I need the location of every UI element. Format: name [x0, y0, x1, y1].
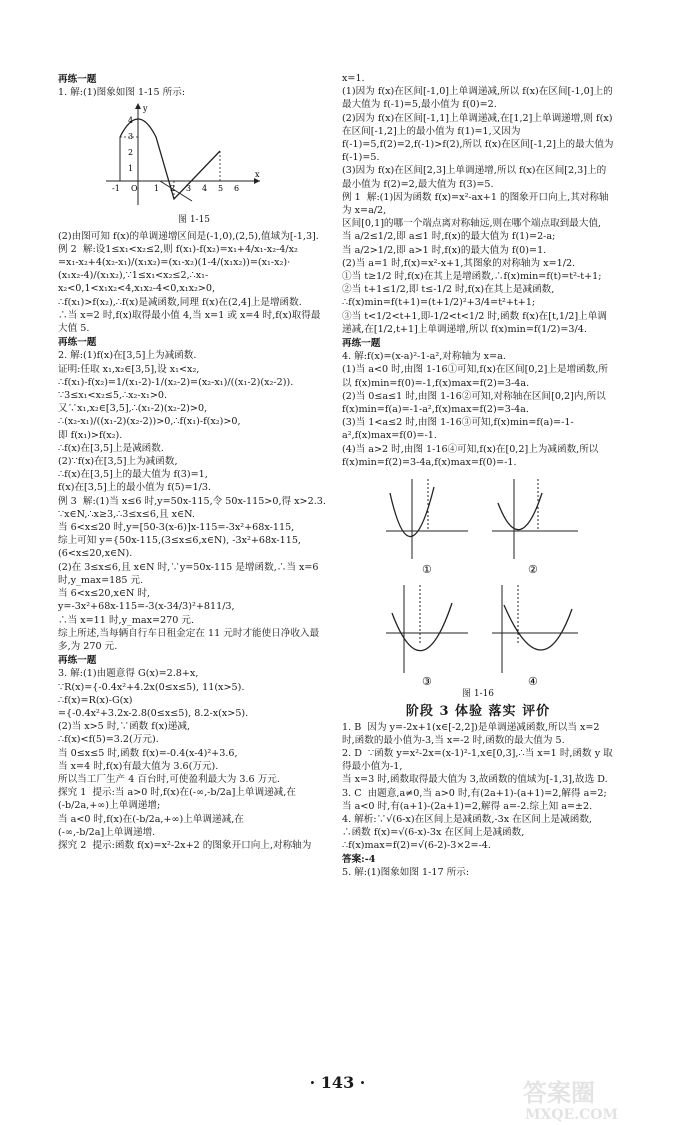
text-line: 1. B 因为 y=-2x+1(x∈[-2,2])是单调递减函数,所以当 x=2 时,函数的最小值为-3,当 x=-2 时,函数的最大值为 5. [342, 721, 603, 746]
text-line: 当 6<x≤20 时,y=[50-3(x-6)]x-115=-3x²+68x-115, [58, 522, 295, 534]
text-line: (2)当 0≤a≤1 时,由图 1-16②可知,对称轴在区间[0,2]内,所以 f(x)min=f(a)=-1-a²,f(x)max=f(2)=3-4a. [342, 390, 609, 416]
text-line: 1. 解:(1)图象如图 1-15 所示: [58, 87, 186, 99]
panel-label: ① [422, 563, 432, 577]
text-line: 当 a/2≤1/2,即 a≤1 时,f(x)的最大值为 f(1)=2-a; [342, 231, 556, 243]
left-answer-text [58, 230, 330, 853]
watermark-logo-icon [513, 1073, 663, 1123]
text-line: ∴f(x)在[3,5]上的最大值为 f(3)=1, [58, 469, 208, 481]
text-line: 5. 解:(1)图象如图 1-17 所示: [342, 866, 470, 878]
text-line: ∵x∈N,∴x≥3,∴3≤x≤6,且 x∈N. [58, 508, 195, 520]
section-heading: 再练一题 [58, 74, 97, 85]
section-heading: 再练一题 [58, 655, 97, 667]
text-line: 例 2 解:设1≤x₁<x₂≤2,则 f(x₁)-f(x₂)=x₁+4/x₁-x₂-4/x₂ [58, 243, 298, 255]
panel-label: ③ [422, 675, 432, 688]
text-line: 探究 2 提示:函数 f(x)=x²-2x+2 的图象开口向上,对称轴为 [58, 839, 312, 851]
text-line: ∴f(x)<f(5)=3.2(万元). [58, 734, 159, 746]
y-tick: 2 [128, 148, 134, 158]
figure-1-15 [98, 101, 268, 213]
text-line: 当 6<x≤20,x∈N 时, [58, 588, 151, 600]
text-line: 当 x=3 时,函数取得最大值为 3,故函数的值域为[-1,3],故选 D. [342, 774, 608, 786]
left-column [58, 72, 330, 852]
x-tick: 4 [202, 184, 208, 194]
panel-label: ② [528, 563, 538, 577]
text-line: (-b/2a,+∞)上单调递增; [58, 800, 161, 812]
text-line: 即 f(x₁)>f(x₂). [58, 429, 123, 441]
text-line: 当 a/2>1/2,即 a>1 时,f(x)的最大值为 f(0)=1. [342, 244, 547, 256]
figure-1-16 [382, 473, 582, 687]
text-line: 答案:-4 [342, 853, 376, 865]
text-line: (2)由图可知 f(x)的单调递增区间是(-1,0),(2,5),值域为[-1,3]. [58, 230, 319, 242]
text-line: ∴f(x)max=f(2)=√(6-2)-3×2=-4. [342, 840, 491, 852]
text-line: 所以当工厂生产 4 百台时,可使盈利最大为 3.6 万元. [58, 773, 280, 785]
panel-label: ④ [528, 675, 538, 688]
text-line: ∵3≤x₁<x₂≤5,∴x₂-x₁>0. [58, 390, 168, 402]
text-line: (-∞,-b/2a]上单调递增. [58, 826, 156, 838]
watermark-url: MXQE.COM [525, 1107, 618, 1123]
text-line: (3)当 1<a≤2 时,由图 1-16③可知,f(x)min=f(a)=-1-a²,f(x)max=f(0)=-1. [342, 417, 574, 442]
text-line: 当 0≤x≤5 时,函数 f(x)=-0.4(x-4)²+3.6, [58, 747, 238, 759]
text-line: (2)当 x>5 时,∵函数 f(x)递减, [58, 721, 190, 733]
text-line: 4. 解:f(x)=(x-a)²-1-a²,对称轴为 x=a. [342, 351, 506, 363]
text-line: (2)∵f(x)在[3,5]上为减函数, [58, 456, 178, 468]
text-line: ∴当 x=2 时,f(x)取得最小值 4,当 x=1 或 x=4 时,f(x)取得最大值 5. [58, 309, 321, 335]
text-line: ∴(x₂-x₁)/((x₁-2)(x₂-2))>0,∴f(x₁)-f(x₂)>0, [58, 416, 241, 428]
x-tick: 6 [234, 184, 240, 194]
watermark-text: 答案圈 [523, 1078, 595, 1107]
section-heading: 再练一题 [342, 338, 381, 350]
text-line: ∴函数 f(x)=√(6-x)-3x 在区间上是减函数, [342, 827, 525, 839]
text-line: 又∵x₁,x₂∈[3,5],∴(x₁-2)(x₂-2)>0, [58, 403, 208, 415]
text-line: (2)在 3≤x≤6,且 x∈N 时,∵y=50x-115 是增函数,∴当 x=6 时,y_max=185 元. [58, 561, 322, 586]
text-line: =x₁-x₂+4(x₂-x₁)/(x₁x₂)=(x₁-x₂)(1-4/(x₁x₂))=(x₁-x₂)· [58, 257, 291, 269]
text-line: ∵R(x)={-0.4x²+4.2x(0≤x≤5), 11(x>5). [58, 681, 245, 693]
text-line: ∴f(x₁)-f(x₂)=1/(x₁-2)-1/(x₂-2)=(x₂-x₁)/((x₁-2)(x₂-2)). [58, 376, 294, 388]
text-line: y=-3x²+68x-115=-3(x-34/3)²+811/3, [58, 601, 235, 613]
y-axis-label: y [143, 104, 148, 114]
page-number: · 143 · [309, 1073, 366, 1092]
text-line: (1)当 a<0 时,由图 1-16①可知,f(x)在区间[0,2]上是增函数,所以 f(x)min=f(0)=-1,f(x)max=f(2)=3-4a. [342, 364, 608, 389]
x-axis-label: x [255, 170, 260, 180]
text-line: (2)当 a=1 时,f(x)=x²-x+1,其图象的对称轴为 x=1/2. [342, 257, 576, 269]
right-column [342, 72, 617, 879]
right-stage-answers [342, 721, 614, 879]
text-line: (3)因为 f(x)在区间[2,3]上单调递增,所以 f(x)在区间[2,3]上的最小值为 f(2)=2,最大值为 f(3)=5. [342, 165, 607, 190]
text-line: ∴f(x)min=f(t+1)=(t+1/2)²+3/4=t²+t+1; [342, 297, 536, 309]
y-tick: 1 [128, 164, 134, 174]
text-line: 2. 解:(1)f(x)在[3,5]上为减函数. [58, 350, 197, 362]
x-tick: 1 [154, 184, 160, 194]
text-line: 当 x=4 时,f(x)有最大值为 3.6(万元). [58, 760, 219, 772]
text-line: 证明:任取 x₁,x₂∈[3,5],设 x₁<x₂, [58, 363, 200, 375]
text-line: ={-0.4x²+3.2x-2.8(0≤x≤5), 8.2-x(x>5). [58, 707, 249, 719]
panel-2 [492, 479, 578, 576]
text-line: 综上所述,当每辆自行车日租金定在 11 元时才能使日净收入最多,为 270 元. [58, 627, 320, 652]
text-line: ∴f(x)在[3,5]上是减函数. [58, 442, 164, 454]
text-line: 综上可知 y={50x-115,(3≤x≤6,x∈N), -3x²+68x-115,(6<x≤20,x∈N). [58, 535, 301, 560]
x-tick: O [131, 184, 138, 194]
text-line: 4. 解析:∵√(6-x)在区间上是减函数,-3x 在区间上是减函数, [342, 813, 592, 825]
section-heading: 再练一题 [58, 337, 97, 349]
text-line: 例 3 解:(1)当 x≤6 时,y=50x-115,令 50x-115>0,得 x>2.3. [58, 495, 326, 507]
text-line: (4)当 a>2 时,由图 1-16④可知,f(x)在[0,2]上为减函数,所以 f(x)min=f(2)=3-4a,f(x)max=f(0)=-1. [342, 443, 602, 468]
text-line: 例 1 解:(1)因为函数 f(x)=x²-ax+1 的图象开口向上,其对称轴为 x=a/2, [342, 191, 609, 217]
right-answer-text [342, 72, 617, 469]
text-line: 区间[0,1]的哪一个端点离对称轴远,则在哪个端点取到最大值, [342, 218, 602, 230]
text-line: ①当 t≥1/2 时,f(x)在其上是增函数,∴f(x)min=f(t)=t²-t+1; [342, 271, 602, 283]
figure-caption: 图 1-16 [461, 689, 495, 700]
text-line: ②当 t+1≤1/2,即 t≤-1/2 时,f(x)在其上是减函数, [342, 284, 555, 296]
text-line: x=1. [342, 73, 365, 84]
text-line: 2. D ∵函数 y=x²-2x=(x-1)²-1,x∈[0,3],∴当 x=1 时,函数 y 取得最小值为-1, [342, 747, 613, 773]
text-line: ∴f(x)=R(x)-G(x) [58, 694, 133, 706]
y-tick: 4 [128, 116, 134, 126]
panel-1 [386, 479, 468, 576]
stage-title: 阶段 3 体验 落实 评价 [405, 704, 551, 720]
text-line: ③当 t<1/2<t+1,即-1/2<t<1/2 时,函数 f(x)在[t,1/2]上单调递减,在[1/2,t+1]上单调递增,所以 f(x)min=f(1/2)=3/4. [342, 310, 607, 335]
text-line: 探究 1 提示:当 a>0 时,f(x)在(-∞,-b/2a]上单调递减,在 [58, 787, 296, 799]
x-tick: -1 [112, 184, 120, 194]
figure-caption: 图 1-15 [177, 215, 211, 226]
panel-3 [386, 585, 468, 687]
text-line: ∴当 x=11 时,y_max=270 元. [58, 614, 195, 626]
text-line: 当 a<0 时,f(x)在(-b/2a,+∞)上单调递减,在 [58, 813, 244, 825]
text-line: (x₁x₂-4)/(x₁x₂),∵1≤x₁<x₂≤2,∴x₁-x₂<0,1<x₁x₂<4,x₁x₂-4<0,x₁x₂>0, [58, 270, 216, 295]
panel-4 [492, 585, 578, 687]
text-line: f(x)在[3,5]上的最小值为 f(5)=1/3. [58, 482, 212, 494]
x-tick: 2 [170, 184, 176, 194]
text-line: 3. C 由题意,a≠0,当 a>0 时,有(2a+1)-(a+1)=2,解得 a=2;当 a<0 时,有(a+1)-(2a+1)=2,解得 a=-2.综上知 a=±2. [342, 787, 607, 812]
text-line: 3. 解:(1)由题意得 G(x)=2.8+x, [58, 668, 199, 680]
watermark [513, 1073, 663, 1123]
text-line: (2)因为 f(x)在区间[-1,1]上单调递减,在[1,2]上单调递增,则 f(x)在区间[-1,2]上的最小值为 f(1)=1,又因为 f(-1)=5,f(2)=2,f(-1)>f(2),所以 f(x)在区间[-1,2]上的最大值为 f(-1)=5. [342, 112, 617, 164]
x-tick: 3 [186, 184, 192, 194]
text-line: (1)因为 f(x)在区间[-1,0]上单调递减,所以 f(x)在区间[-1,0]上的最大值为 f(-1)=5,最小值为 f(0)=2. [342, 86, 613, 111]
x-tick: 5 [218, 184, 224, 194]
text-line: ∴f(x₁)>f(x₂),∴f(x)是减函数,同理 f(x)在(2,4]上是增函数. [58, 296, 302, 308]
y-tick: 3 [128, 132, 134, 142]
